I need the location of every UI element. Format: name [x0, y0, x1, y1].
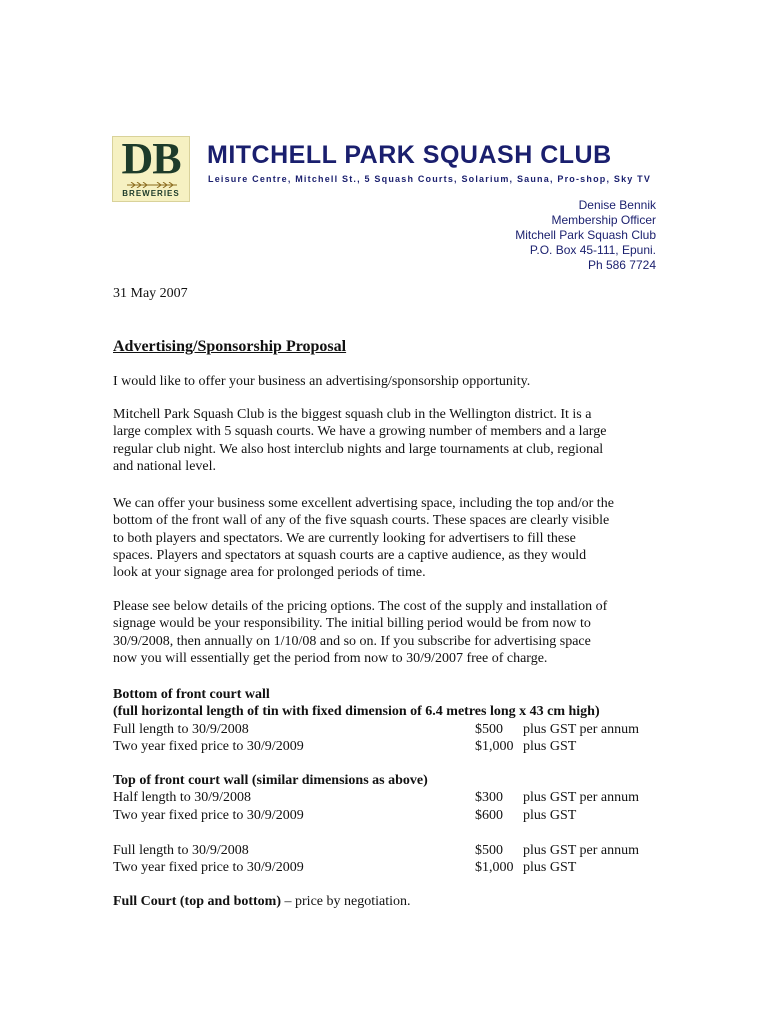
price-row	[113, 721, 658, 738]
letter-heading: Advertising/Sponsorship Proposal	[113, 338, 347, 355]
price-description: Full length to 30/9/2008	[113, 843, 249, 858]
price-terms: plus GST	[523, 860, 577, 876]
sender-address: P.O. Box 45-111, Epuni.	[529, 243, 656, 257]
price-row	[113, 738, 658, 755]
price-amount: $300	[475, 790, 503, 806]
price-description: Two year fixed price to 30/9/2009	[113, 860, 304, 876]
pricing-bottom-wall	[113, 686, 658, 755]
price-terms: plus GST	[523, 738, 577, 754]
club-name-title: MITCHELL PARK SQUASH CLUB	[207, 141, 612, 169]
price-terms: plus GST per annum	[523, 721, 640, 737]
price-terms: plus GST per annum	[523, 843, 640, 858]
full-court-label: Full Court (top and bottom)	[113, 894, 282, 909]
sender-role: Membership Officer	[551, 213, 656, 227]
logo-breweries-text: BREWERIES	[122, 189, 180, 198]
text-line: look at your signage area for prolonged periods of time.	[113, 565, 426, 581]
pricing-section-subtitle: (full horizontal length of tin with fixed dimension of 6.4 metres long x 43 cm high)	[113, 704, 600, 720]
text-line: Mitchell Park Squash Club is the biggest squash club in the Wellington district. It is a	[113, 407, 592, 422]
price-amount: $1,000	[475, 860, 514, 876]
full-court-note	[113, 893, 658, 910]
price-description: Half length to 30/9/2008	[113, 790, 252, 806]
sender-address-block	[515, 198, 656, 273]
text-line: regular club night. We also host interclub nights and large tournaments at club, regional	[113, 441, 604, 457]
price-amount: $500	[475, 843, 503, 858]
text-line: and national level.	[113, 458, 217, 474]
price-terms: plus GST	[523, 807, 577, 823]
price-description: Full length to 30/9/2008	[113, 721, 249, 737]
letter-date: 31 May 2007	[113, 286, 188, 301]
club-tagline: Leisure Centre, Mitchell St., 5 Squash Courts, Solarium, Sauna, Pro-shop, Sky TV	[208, 174, 652, 184]
price-row	[113, 807, 658, 824]
paragraph-pricing-intro	[113, 598, 658, 667]
price-amount: $1,000	[475, 738, 514, 754]
text-line: We can offer your business some excellent advertising space, including the top and/or the	[113, 496, 614, 511]
paragraph-advertising-space	[113, 495, 658, 581]
price-amount: $600	[475, 807, 503, 823]
pricing-section-title: Bottom of front court wall	[113, 687, 270, 702]
price-row	[113, 842, 658, 859]
pricing-top-wall-full	[113, 842, 658, 877]
text-line: Please see below details of the pricing options. The cost of the supply and installation of	[113, 599, 608, 614]
paragraph-intro	[113, 373, 658, 390]
text-line: I would like to offer your business an advertising/sponsorship opportunity.	[113, 374, 531, 389]
paragraph-club-description	[113, 406, 658, 475]
logo-db-text: DB	[121, 134, 181, 183]
text-line: 30/9/2008, then annually on 1/10/08 and so on. If you subscribe for advertising space	[113, 633, 591, 649]
text-line: spaces. Players and spectators at squash courts are a captive audience, as they would	[113, 547, 587, 563]
wheat-icon	[127, 182, 177, 188]
text-line: now you will essentially get the period from now to 30/9/2007 free of charge.	[113, 650, 548, 666]
price-amount: $500	[475, 721, 503, 737]
db-breweries-logo	[112, 136, 190, 202]
sender-phone: Ph 586 7724	[587, 258, 656, 272]
text-line: large complex with 5 squash courts. We have a growing number of members and a large	[113, 424, 607, 440]
text-line: signage would be your responsibility. The initial billing period would be from now to	[113, 616, 591, 632]
full-court-text: – price by negotiation.	[281, 894, 411, 909]
price-row	[113, 859, 658, 876]
pricing-top-wall	[113, 772, 658, 824]
text-line: bottom of the front wall of any of the five squash courts. These spaces are clearly visible	[113, 513, 610, 529]
sender-organization: Mitchell Park Squash Club	[515, 228, 656, 242]
pricing-section-title: Top of front court wall (similar dimensions as above)	[113, 773, 428, 788]
price-terms: plus GST per annum	[523, 790, 640, 806]
text-line: to both players and spectators. We are currently looking for advertisers to fill these	[113, 530, 576, 546]
price-description: Two year fixed price to 30/9/2009	[113, 738, 304, 754]
sender-name: Denise Bennik	[578, 198, 656, 212]
price-description: Two year fixed price to 30/9/2009	[113, 807, 304, 823]
price-row	[113, 789, 658, 806]
